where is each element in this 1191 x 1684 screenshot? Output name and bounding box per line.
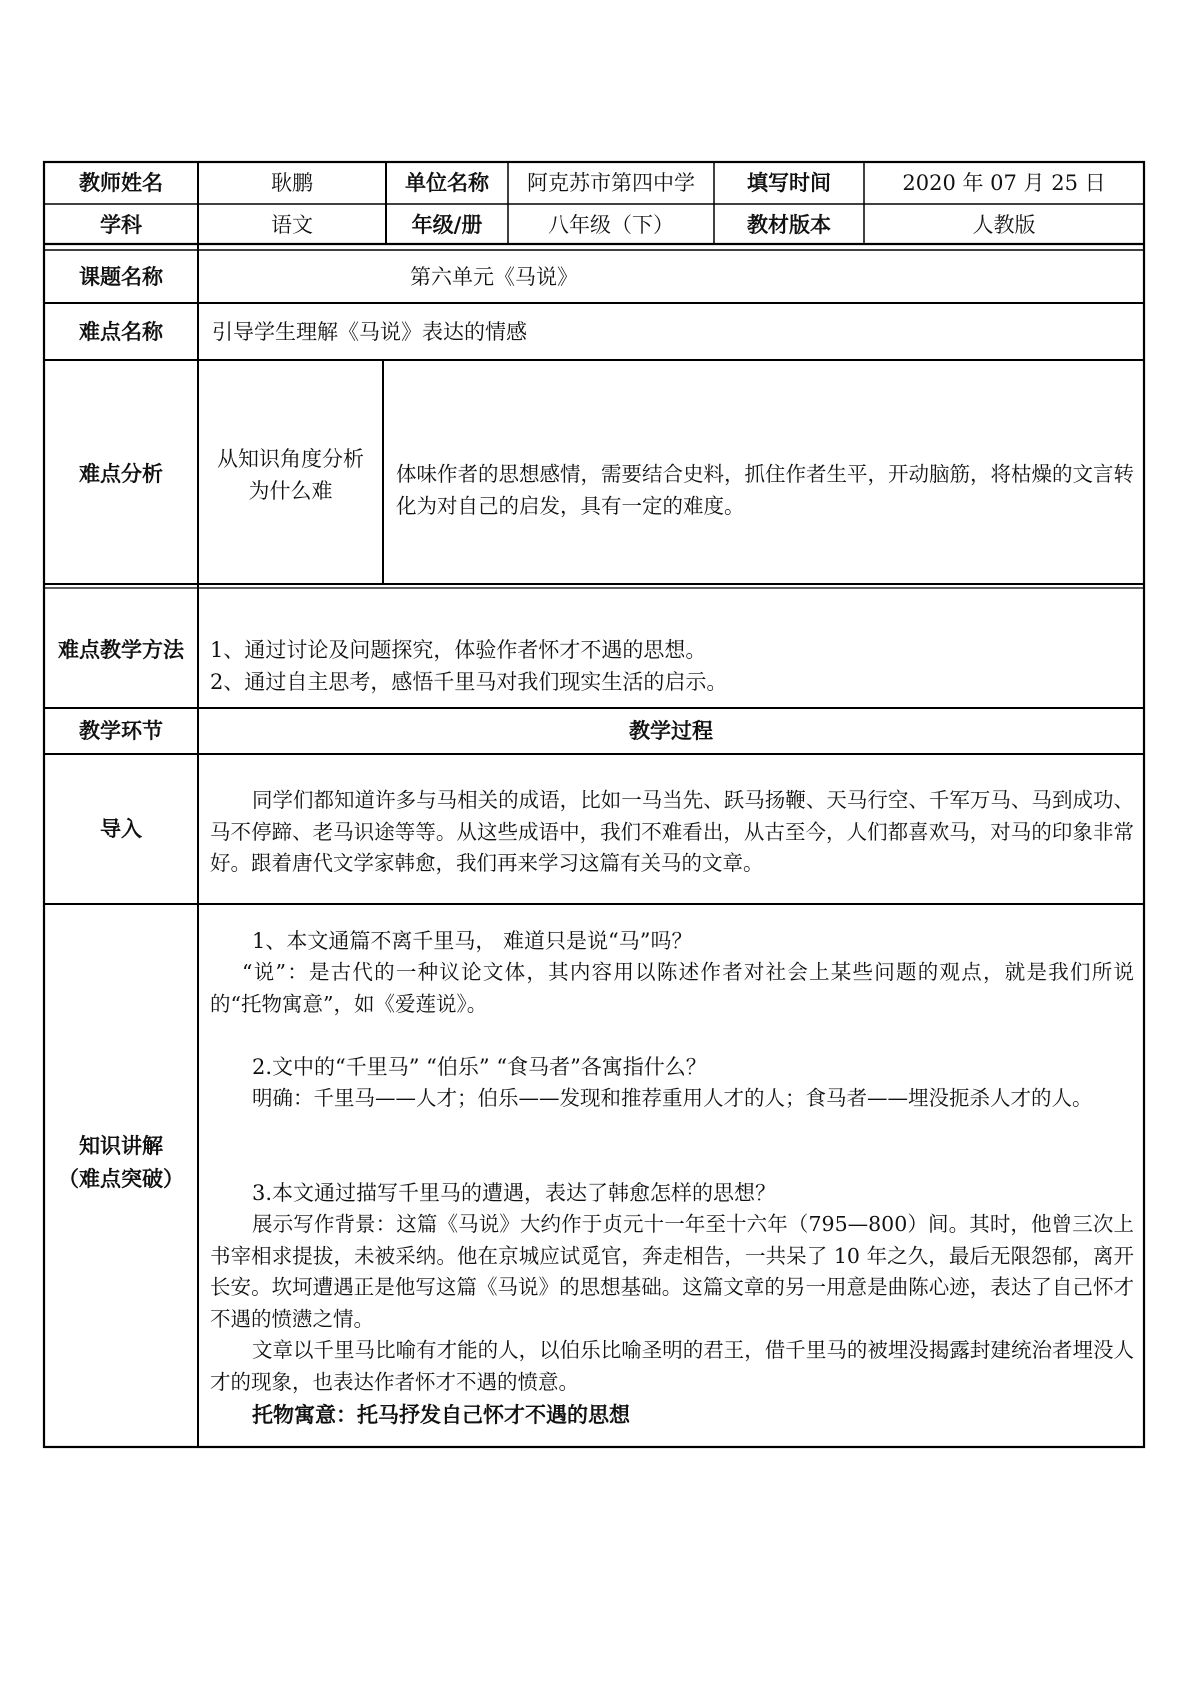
analysis-label: 难点分析 (79, 462, 163, 486)
method-line1: 1、通过讨论及问题探究，体验作者怀才不遇的思想。 (210, 638, 707, 662)
knowledge-label-line2: （难点突破） (58, 1167, 184, 1191)
knowledge-label-line1: 知识讲解 (79, 1134, 163, 1158)
intro-text: 同学们都知道许多与马相关的成语，比如一马当先、跃马扬鞭、天马行空、千军万马、马到成功、马不停蹄、老马识途等等。从这些成语中，我们不难看出，从古至今，人们都喜欢马，对马的印象非常好。跟着唐代文学家韩愈，我们再来学习这篇有关马的文章。 (210, 788, 1134, 875)
question-1: 1、本文通篇不离千里马， 难道只是说“马”吗？ (252, 929, 693, 953)
method-line2: 2、通过自主思考，感悟千里马对我们现实生活的启示。 (210, 670, 728, 694)
answer-3: 展示写作背景：这篇《马说》大约作于贞元十一年至十六年（795—800）间。其时，他曾三次上书宰相求提拔，未被采纳。他在京城应试觅官，奔走相告，一共呆了 10 年之久，最后无限怨郁，离开长安。坎坷遭遇正是他写这篇《马说》的思想基础。这篇文章的另一用意是曲陈心迹，表达了自己怀才不遇的愤懑之情。 (210, 1212, 1134, 1331)
conclusion: 托物寓意：托马抒发自己怀才不遇的思想 (252, 1403, 630, 1427)
subject-value: 语文 (271, 213, 313, 237)
intro-label: 导入 (100, 817, 142, 841)
grade-value: 八年级（下） (548, 213, 674, 237)
teacher-value: 耿鹏 (271, 171, 313, 195)
answer-2: 明确：千里马——人才；伯乐——发现和推荐重用人才的人；食马者——埋没扼杀人才的人。 (252, 1086, 1093, 1110)
unit-label: 单位名称 (405, 171, 489, 195)
method-label: 难点教学方法 (58, 638, 184, 662)
analysis-sub-line2: 为什么难 (248, 479, 333, 503)
process-label: 教学过程 (629, 719, 713, 743)
analysis-sub-line1: 从知识角度分析 (217, 447, 364, 471)
date-label: 填写时间 (747, 171, 831, 195)
edition-value: 人教版 (972, 213, 1036, 237)
question-2: 2.文中的“千里马” “伯乐” “食马者”各寓指什么？ (252, 1055, 707, 1079)
topic-label: 课题名称 (79, 265, 163, 289)
difficulty-value: 引导学生理解《马说》表达的情感 (212, 320, 527, 344)
answer-1: “说”：是古代的一种议论文体，其内容用以陈述作者对社会上某些问题的观点，就是我们所说的“托物寓意”，如《爱莲说》。 (210, 960, 1134, 1016)
analysis-value: 体味作者的思想感情，需要结合史料，抓住作者生平，开动脑筋，将枯燥的文言转化为对自己的启发，具有一定的难度。 (396, 462, 1134, 518)
process-step-label: 教学环节 (79, 719, 163, 743)
difficulty-label: 难点名称 (79, 320, 163, 344)
question-3: 3.本文通过描写千里马的遭遇，表达了韩愈怎样的思想？ (252, 1181, 777, 1205)
date-value: 2020 年 07 月 25 日 (902, 171, 1106, 195)
teacher-label: 教师姓名 (79, 171, 163, 195)
grade-label: 年级/册 (411, 213, 483, 237)
topic-value: 第六单元《马说》 (410, 265, 578, 289)
subject-label: 学科 (100, 213, 142, 237)
answer-4: 文章以千里马比喻有才能的人，以伯乐比喻圣明的君王，借千里马的被埋没揭露封建统治者埋没人才的现象，也表达作者怀才不遇的愤意。 (210, 1338, 1134, 1394)
edition-label: 教材版本 (747, 213, 831, 237)
unit-value: 阿克苏市第四中学 (527, 171, 695, 195)
